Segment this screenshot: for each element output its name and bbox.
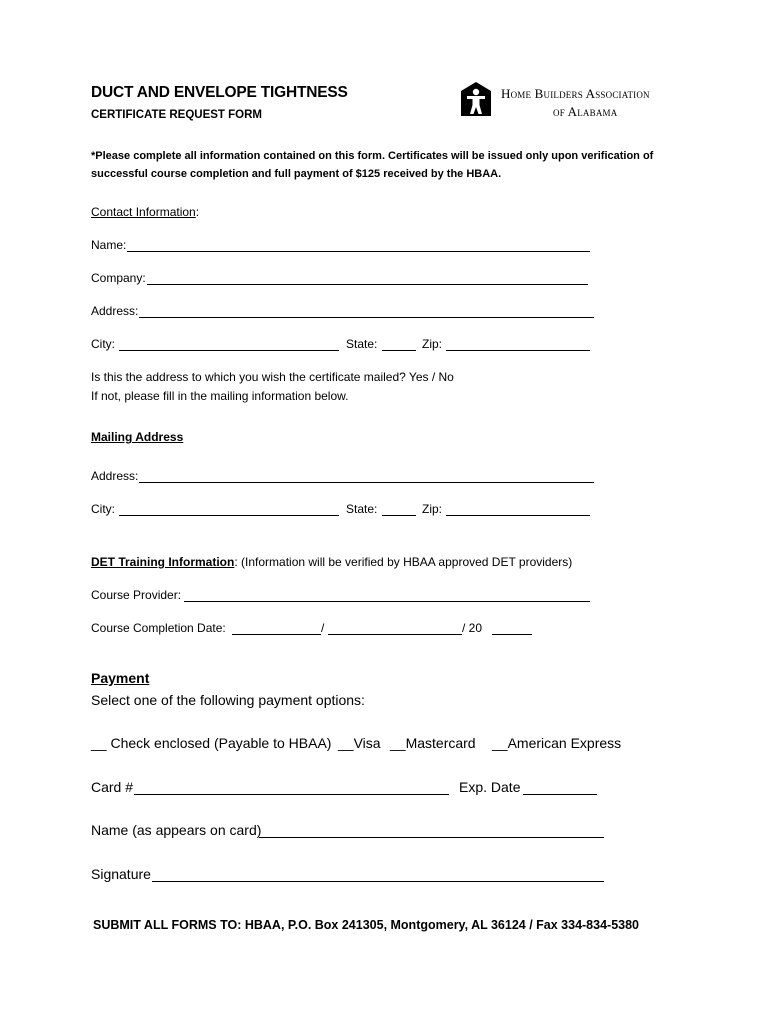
contact-heading-text: Contact Information — [91, 205, 196, 219]
contact-company-field[interactable] — [147, 284, 588, 285]
payment-option-mastercard[interactable]: __Mastercard — [390, 735, 476, 751]
mailing-zip-label: Zip: — [422, 502, 443, 516]
contact-name-label: Name: — [91, 238, 127, 252]
contact-city-label: City: — [91, 337, 115, 351]
course-provider-field[interactable] — [184, 601, 590, 602]
signature-field[interactable] — [152, 881, 604, 882]
mailing-state-label: State: — [346, 502, 378, 516]
mailing-address-field[interactable] — [139, 482, 594, 483]
contact-zip-field[interactable] — [446, 350, 590, 351]
contact-state-field[interactable] — [382, 350, 416, 351]
payment-instruction: Select one of the following payment options: — [91, 692, 365, 708]
form-notice: *Please complete all information contained on this form. Certificates will be issued only upon verification of successful course completion and full payment of $125 received by the HBAA. — [91, 150, 654, 180]
course-date-sep2: / 20 — [462, 621, 483, 635]
contact-heading-colon: : — [195, 205, 200, 219]
org-name-line2: of Alabama — [553, 104, 618, 119]
mailing-city-field[interactable] — [119, 515, 339, 516]
exp-date-field[interactable] — [523, 794, 597, 795]
mailing-heading-text: Mailing Address — [91, 430, 184, 444]
form-title: DUCT AND ENVELOPE TIGHTNESS — [91, 84, 348, 101]
training-heading-text: DET Training Information — [91, 555, 235, 569]
course-date-sep1: / — [321, 621, 325, 635]
contact-zip-label: Zip: — [422, 337, 443, 351]
contact-address-field[interactable] — [139, 317, 594, 318]
payment-section-heading: Payment — [91, 670, 150, 686]
contact-mail-instruction: If not, please fill in the mailing information below. — [91, 389, 349, 403]
exp-date-label: Exp. Date — [459, 779, 521, 795]
contact-name-field[interactable] — [127, 251, 590, 252]
contact-state-label: State: — [346, 337, 378, 351]
mailing-state-field[interactable] — [382, 515, 416, 516]
mailing-zip-field[interactable] — [446, 515, 590, 516]
submit-address-footer: SUBMIT ALL FORMS TO: HBAA, P.O. Box 241305, Montgomery, AL 36124 / Fax 334-834-5380 — [93, 918, 640, 932]
form-subtitle: CERTIFICATE REQUEST FORM — [91, 109, 263, 121]
mailing-city-label: City: — [91, 502, 115, 516]
course-date-day-field[interactable] — [328, 634, 462, 635]
course-provider-label: Course Provider: — [91, 588, 182, 602]
course-date-label: Course Completion Date: — [91, 621, 226, 635]
payment-option-amex[interactable]: __American Express — [492, 735, 622, 751]
payment-option-visa[interactable]: __Visa — [338, 735, 381, 751]
payment-option-check[interactable]: __ Check enclosed (Payable to HBAA) — [91, 735, 332, 751]
training-note: : (Information will be verified by HBAA approved DET providers) — [234, 555, 573, 569]
card-number-field[interactable] — [134, 794, 449, 795]
mailing-address-label: Address: — [91, 469, 139, 483]
card-name-label: Name (as appears on card) — [91, 822, 262, 838]
course-date-month-field[interactable] — [232, 634, 321, 635]
contact-mail-question: Is this the address to which you wish the certificate mailed? Yes / No — [91, 370, 454, 384]
contact-company-label: Company: — [91, 271, 146, 285]
training-section-heading — [91, 555, 572, 569]
contact-city-field[interactable] — [119, 350, 339, 351]
org-name-line1: Home Builders Association — [501, 86, 650, 101]
hbaa-house-figure-icon — [460, 81, 492, 117]
contact-address-label: Address: — [91, 304, 139, 318]
contact-section-heading — [91, 205, 199, 219]
card-number-label: Card # — [91, 779, 134, 795]
card-name-field[interactable] — [259, 837, 604, 838]
mailing-section-heading — [91, 430, 183, 444]
signature-label: Signature — [91, 866, 151, 882]
course-date-year-field[interactable] — [492, 634, 532, 635]
